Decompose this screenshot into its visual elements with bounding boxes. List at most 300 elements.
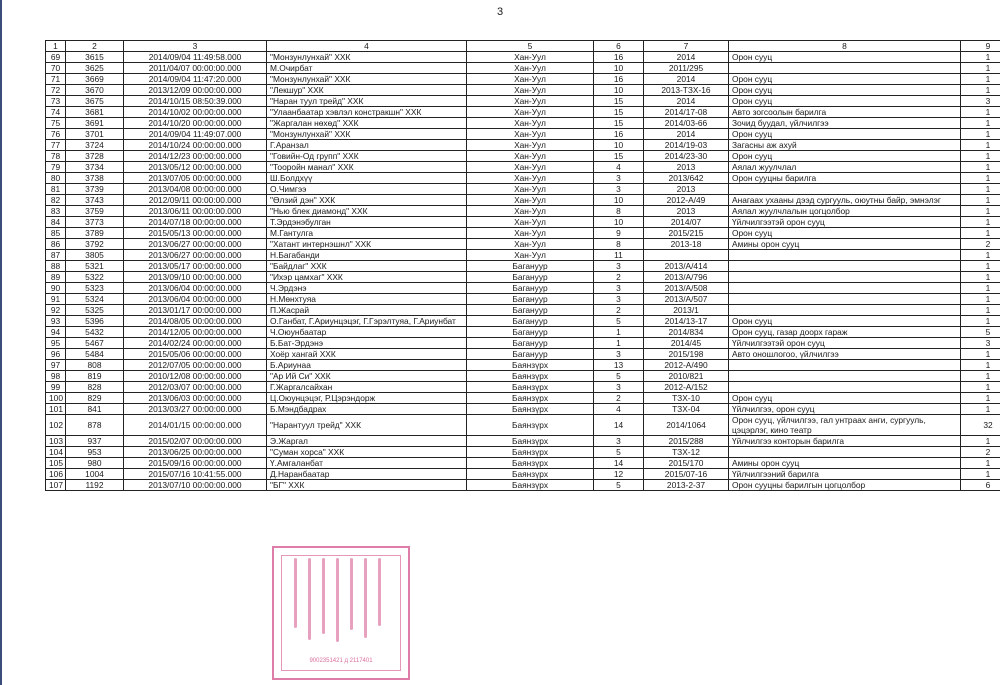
cell-permit-number: 2015/288 xyxy=(644,436,729,447)
cell-row-number: 83 xyxy=(46,206,66,217)
cell-quantity: 1 xyxy=(961,184,1000,195)
table-row xyxy=(46,327,1000,338)
cell-owner: "Ихэр цамхаг" ХХК xyxy=(267,272,467,283)
cell-purpose: Орон сууцны барилгын цогцолбор xyxy=(729,480,961,491)
cell-permit-number: 2012-А/49 xyxy=(644,195,729,206)
cell-quantity: 1 xyxy=(961,195,1000,206)
table-row xyxy=(46,52,1000,63)
cell-permit-number: ТЗХ-04 xyxy=(644,404,729,415)
table-row xyxy=(46,360,1000,371)
stamp-id-text: 9002351421 д 2117401 xyxy=(309,658,373,664)
cell-owner: "Нью блек диамонд" ХХК xyxy=(267,206,467,217)
cell-purpose: Үйлчилгээний барилга xyxy=(729,469,961,480)
cell-permit-number: ТЗХ-10 xyxy=(644,393,729,404)
cell-row-number: 93 xyxy=(46,316,66,327)
cell-date: 2012/09/11 00:00:00.000 xyxy=(124,195,267,206)
cell-row-number: 92 xyxy=(46,305,66,316)
cell-row-number: 96 xyxy=(46,349,66,360)
cell-purpose xyxy=(729,63,961,74)
table-row xyxy=(46,272,1000,283)
cell-row-number: 86 xyxy=(46,239,66,250)
cell-date: 2014/07/18 00:00:00.000 xyxy=(124,217,267,228)
cell-owner: Ү.Амгаланбат xyxy=(267,458,467,469)
cell-registration-id: 3724 xyxy=(66,140,124,151)
cell-registration-id: 5467 xyxy=(66,338,124,349)
column-header-1: 1 xyxy=(46,41,66,52)
cell-owner: "Монзунлунхай" ХХК xyxy=(267,129,467,140)
cell-date: 2012/03/07 00:00:00.000 xyxy=(124,382,267,393)
cell-quantity: 1 xyxy=(961,349,1000,360)
cell-quantity: 1 xyxy=(961,272,1000,283)
cell-date: 2012/07/05 00:00:00.000 xyxy=(124,360,267,371)
cell-registration-id: 980 xyxy=(66,458,124,469)
cell-purpose xyxy=(729,371,961,382)
cell-owner: О.Чимгээ xyxy=(267,184,467,195)
cell-count: 16 xyxy=(594,52,644,63)
cell-row-number: 74 xyxy=(46,107,66,118)
cell-registration-id: 5325 xyxy=(66,305,124,316)
cell-owner: Б.Ариунаа xyxy=(267,360,467,371)
cell-district: Хан-Уул xyxy=(467,96,594,107)
cell-district: Хан-Уул xyxy=(467,74,594,85)
cell-row-number: 87 xyxy=(46,250,66,261)
cell-owner: "Монзунлунхай" ХХК xyxy=(267,74,467,85)
cell-row-number: 84 xyxy=(46,217,66,228)
cell-permit-number: 2014/45 xyxy=(644,338,729,349)
cell-purpose xyxy=(729,184,961,195)
cell-count: 3 xyxy=(594,261,644,272)
cell-row-number: 73 xyxy=(46,96,66,107)
cell-row-number: 95 xyxy=(46,338,66,349)
cell-registration-id: 3728 xyxy=(66,151,124,162)
cell-purpose: Үйлчилгээ, орон сууц xyxy=(729,404,961,415)
cell-registration-id: 819 xyxy=(66,371,124,382)
cell-registration-id: 5484 xyxy=(66,349,124,360)
cell-registration-id: 1192 xyxy=(66,480,124,491)
cell-quantity: 5 xyxy=(961,327,1000,338)
cell-owner: Н.Багабанди xyxy=(267,250,467,261)
cell-quantity: 2 xyxy=(961,447,1000,458)
cell-district: Баянзүрх xyxy=(467,382,594,393)
cell-owner: "Суман хорса" ХХК xyxy=(267,447,467,458)
cell-count: 8 xyxy=(594,206,644,217)
cell-district: Хан-Уул xyxy=(467,129,594,140)
cell-count: 3 xyxy=(594,349,644,360)
cell-count: 8 xyxy=(594,239,644,250)
cell-district: Баянзүрх xyxy=(467,458,594,469)
cell-count: 14 xyxy=(594,458,644,469)
cell-date: 2013/04/08 00:00:00.000 xyxy=(124,184,267,195)
column-header-9: 9 xyxy=(961,41,1000,52)
cell-count: 13 xyxy=(594,360,644,371)
cell-district: Баянзүрх xyxy=(467,469,594,480)
cell-purpose: Орон сууц xyxy=(729,129,961,140)
cell-quantity: 1 xyxy=(961,393,1000,404)
cell-count: 5 xyxy=(594,480,644,491)
cell-owner: О.Ганбат, Г.Ариунцэцэг, Г.Гэрэлтуяа, Г.Ариунбат xyxy=(267,316,467,327)
cell-permit-number: 2010/821 xyxy=(644,371,729,382)
cell-count: 16 xyxy=(594,129,644,140)
cell-count: 10 xyxy=(594,217,644,228)
cell-purpose: Аялал жуулчлал xyxy=(729,162,961,173)
cell-date: 2015/05/06 00:00:00.000 xyxy=(124,349,267,360)
cell-district: Хан-Уул xyxy=(467,162,594,173)
table-row xyxy=(46,206,1000,217)
cell-date: 2013/06/27 00:00:00.000 xyxy=(124,239,267,250)
table-row xyxy=(46,63,1000,74)
cell-registration-id: 5324 xyxy=(66,294,124,305)
cell-registration-id: 3701 xyxy=(66,129,124,140)
cell-owner: "Байдлаг" ХХК xyxy=(267,261,467,272)
cell-row-number: 77 xyxy=(46,140,66,151)
cell-purpose xyxy=(729,305,961,316)
cell-registration-id: 3734 xyxy=(66,162,124,173)
cell-row-number: 89 xyxy=(46,272,66,283)
cell-permit-number: 2013/А/796 xyxy=(644,272,729,283)
cell-quantity: 1 xyxy=(961,162,1000,173)
cell-quantity: 1 xyxy=(961,261,1000,272)
cell-district: Багануур xyxy=(467,338,594,349)
cell-district: Хан-Уул xyxy=(467,63,594,74)
table-row xyxy=(46,338,1000,349)
table-row xyxy=(46,480,1000,491)
cell-count: 10 xyxy=(594,140,644,151)
table-body xyxy=(46,52,1000,491)
cell-row-number: 99 xyxy=(46,382,66,393)
cell-purpose: Авто оношлогоо, үйлчилгээ xyxy=(729,349,961,360)
cell-date: 2013/05/17 00:00:00.000 xyxy=(124,261,267,272)
cell-date: 2014/09/04 11:47:20.000 xyxy=(124,74,267,85)
cell-count: 3 xyxy=(594,294,644,305)
cell-purpose: Үйлчилгээ конторын барилга xyxy=(729,436,961,447)
cell-permit-number: 2014/13-17 xyxy=(644,316,729,327)
cell-district: Хан-Уул xyxy=(467,151,594,162)
cell-count: 10 xyxy=(594,63,644,74)
table-row xyxy=(46,436,1000,447)
cell-district: Баянзүрх xyxy=(467,436,594,447)
cell-row-number: 80 xyxy=(46,173,66,184)
table-row xyxy=(46,217,1000,228)
cell-quantity: 1 xyxy=(961,305,1000,316)
cell-district: Хан-Уул xyxy=(467,195,594,206)
cell-owner: Г.Аранзал xyxy=(267,140,467,151)
cell-district: Багануур xyxy=(467,305,594,316)
cell-owner: "Говийн-Од групп" ХХК xyxy=(267,151,467,162)
cell-registration-id: 3670 xyxy=(66,85,124,96)
cell-quantity: 1 xyxy=(961,129,1000,140)
cell-district: Багануур xyxy=(467,283,594,294)
cell-district: Баянзүрх xyxy=(467,360,594,371)
cell-quantity: 1 xyxy=(961,151,1000,162)
cell-row-number: 71 xyxy=(46,74,66,85)
cell-purpose xyxy=(729,360,961,371)
cell-district: Баянзүрх xyxy=(467,371,594,382)
cell-count: 9 xyxy=(594,228,644,239)
cell-quantity: 2 xyxy=(961,239,1000,250)
cell-quantity: 1 xyxy=(961,173,1000,184)
cell-registration-id: 808 xyxy=(66,360,124,371)
cell-date: 2013/01/17 00:00:00.000 xyxy=(124,305,267,316)
cell-owner: П.Жасрай xyxy=(267,305,467,316)
cell-purpose: Орон сууц xyxy=(729,52,961,63)
cell-purpose: Орон сууц xyxy=(729,85,961,96)
cell-purpose: Амины орон сууц xyxy=(729,458,961,469)
cell-registration-id: 3759 xyxy=(66,206,124,217)
cell-district: Баянзүрх xyxy=(467,415,594,436)
cell-purpose: Амины орон сууц xyxy=(729,239,961,250)
cell-quantity: 1 xyxy=(961,360,1000,371)
cell-date: 2014/08/05 00:00:00.000 xyxy=(124,316,267,327)
cell-owner: "Монзунлунхай" ХХК xyxy=(267,52,467,63)
cell-date: 2014/12/05 00:00:00.000 xyxy=(124,327,267,338)
cell-quantity: 1 xyxy=(961,404,1000,415)
table-row xyxy=(46,469,1000,480)
cell-permit-number: 2014/17-08 xyxy=(644,107,729,118)
cell-purpose: Орон сууц xyxy=(729,74,961,85)
cell-purpose: Орон сууц xyxy=(729,316,961,327)
cell-permit-number: 2014 xyxy=(644,52,729,63)
cell-row-number: 69 xyxy=(46,52,66,63)
cell-district: Хан-Уул xyxy=(467,217,594,228)
table-row xyxy=(46,195,1000,206)
cell-row-number: 106 xyxy=(46,469,66,480)
table-row xyxy=(46,305,1000,316)
cell-registration-id: 5322 xyxy=(66,272,124,283)
table-row xyxy=(46,371,1000,382)
cell-quantity: 1 xyxy=(961,118,1000,129)
cell-district: Хан-Уул xyxy=(467,184,594,195)
cell-registration-id: 3681 xyxy=(66,107,124,118)
cell-quantity: 6 xyxy=(961,480,1000,491)
cell-district: Хан-Уул xyxy=(467,250,594,261)
cell-date: 2013/06/04 00:00:00.000 xyxy=(124,283,267,294)
cell-count: 3 xyxy=(594,173,644,184)
cell-date: 2013/06/27 00:00:00.000 xyxy=(124,250,267,261)
cell-registration-id: 3615 xyxy=(66,52,124,63)
cell-row-number: 88 xyxy=(46,261,66,272)
table-row xyxy=(46,316,1000,327)
cell-owner: Ш.Болдхүү xyxy=(267,173,467,184)
cell-registration-id: 3743 xyxy=(66,195,124,206)
cell-count: 5 xyxy=(594,371,644,382)
cell-quantity: 1 xyxy=(961,469,1000,480)
column-header-8: 8 xyxy=(729,41,961,52)
cell-count: 15 xyxy=(594,151,644,162)
cell-count: 15 xyxy=(594,96,644,107)
cell-date: 2014/09/04 11:49:07.000 xyxy=(124,129,267,140)
table-row xyxy=(46,85,1000,96)
cell-date: 2013/05/12 00:00:00.000 xyxy=(124,162,267,173)
column-header-2: 2 xyxy=(66,41,124,52)
cell-owner: Хоёр хангай ХХК xyxy=(267,349,467,360)
cell-permit-number: 2013 xyxy=(644,206,729,217)
cell-permit-number: 2013 xyxy=(644,184,729,195)
cell-permit-number: 2013/642 xyxy=(644,173,729,184)
table-row xyxy=(46,118,1000,129)
cell-owner: "Ар Ий Си" ХХК xyxy=(267,371,467,382)
cell-count: 12 xyxy=(594,469,644,480)
cell-registration-id: 5432 xyxy=(66,327,124,338)
cell-purpose: Анагаах ухааны дээд сургууль, оюутны байр, эмнэлэг xyxy=(729,195,961,206)
cell-date: 2013/06/11 00:00:00.000 xyxy=(124,206,267,217)
cell-permit-number: 2015/170 xyxy=(644,458,729,469)
cell-district: Хан-Уул xyxy=(467,52,594,63)
header-row xyxy=(46,41,1000,52)
cell-district: Багануур xyxy=(467,294,594,305)
cell-permit-number: 2013 xyxy=(644,162,729,173)
cell-permit-number: 2011/295 xyxy=(644,63,729,74)
cell-district: Хан-Уул xyxy=(467,85,594,96)
cell-count: 10 xyxy=(594,195,644,206)
cell-owner: Т.Эрдэнэбулган xyxy=(267,217,467,228)
cell-date: 2013/12/09 00:00:00.000 xyxy=(124,85,267,96)
cell-count: 2 xyxy=(594,393,644,404)
cell-row-number: 82 xyxy=(46,195,66,206)
cell-count: 4 xyxy=(594,404,644,415)
cell-purpose: Үйлчилгээтэй орон сууц xyxy=(729,217,961,228)
cell-date: 2013/03/27 00:00:00.000 xyxy=(124,404,267,415)
table-row xyxy=(46,393,1000,404)
cell-row-number: 94 xyxy=(46,327,66,338)
cell-row-number: 79 xyxy=(46,162,66,173)
table-row xyxy=(46,458,1000,469)
cell-permit-number: 2013/1 xyxy=(644,305,729,316)
cell-registration-id: 3792 xyxy=(66,239,124,250)
table-row xyxy=(46,239,1000,250)
cell-quantity: 1 xyxy=(961,436,1000,447)
cell-quantity: 1 xyxy=(961,316,1000,327)
cell-registration-id: 829 xyxy=(66,393,124,404)
cell-permit-number: 2014/834 xyxy=(644,327,729,338)
cell-quantity: 1 xyxy=(961,52,1000,63)
cell-registration-id: 937 xyxy=(66,436,124,447)
cell-date: 2014/09/04 11:49:58.000 xyxy=(124,52,267,63)
cell-district: Хан-Уул xyxy=(467,173,594,184)
table-row xyxy=(46,151,1000,162)
cell-date: 2015/05/13 00:00:00.000 xyxy=(124,228,267,239)
table-row xyxy=(46,228,1000,239)
cell-purpose: Орон сууц xyxy=(729,228,961,239)
cell-row-number: 102 xyxy=(46,415,66,436)
table-row xyxy=(46,107,1000,118)
cell-date: 2013/07/05 00:00:00.000 xyxy=(124,173,267,184)
cell-count: 2 xyxy=(594,305,644,316)
cell-district: Хан-Уул xyxy=(467,118,594,129)
cell-count: 2 xyxy=(594,272,644,283)
cell-purpose: Үйлчилгээтэй орон сууц xyxy=(729,338,961,349)
cell-permit-number: 2015/07-16 xyxy=(644,469,729,480)
cell-row-number: 81 xyxy=(46,184,66,195)
cell-registration-id: 3675 xyxy=(66,96,124,107)
cell-count: 3 xyxy=(594,436,644,447)
cell-row-number: 97 xyxy=(46,360,66,371)
cell-purpose: Зочид буудал, үйлчилгээ xyxy=(729,118,961,129)
cell-district: Багануур xyxy=(467,316,594,327)
cell-registration-id: 3691 xyxy=(66,118,124,129)
cell-district: Баянзүрх xyxy=(467,404,594,415)
cell-quantity: 32 xyxy=(961,415,1000,436)
cell-owner: Э.Жаргал xyxy=(267,436,467,447)
table-row xyxy=(46,129,1000,140)
cell-district: Хан-Уул xyxy=(467,239,594,250)
cell-owner: Г.Жаргалсайхан xyxy=(267,382,467,393)
cell-date: 2014/10/20 00:00:00.000 xyxy=(124,118,267,129)
cell-registration-id: 3773 xyxy=(66,217,124,228)
cell-registration-id: 5321 xyxy=(66,261,124,272)
cell-quantity: 1 xyxy=(961,63,1000,74)
cell-owner: "Нарантуул трейд" ХХК xyxy=(267,415,467,436)
table-row xyxy=(46,96,1000,107)
cell-registration-id: 3805 xyxy=(66,250,124,261)
cell-count: 10 xyxy=(594,85,644,96)
table-row xyxy=(46,162,1000,173)
cell-purpose: Орон сууцны барилга xyxy=(729,173,961,184)
cell-registration-id: 3669 xyxy=(66,74,124,85)
cell-district: Баянзүрх xyxy=(467,393,594,404)
cell-date: 2011/04/07 00:00:00.000 xyxy=(124,63,267,74)
cell-owner: "Наран туул трейд" ХХК xyxy=(267,96,467,107)
table-row xyxy=(46,250,1000,261)
cell-quantity: 1 xyxy=(961,458,1000,469)
cell-date: 2013/09/10 00:00:00.000 xyxy=(124,272,267,283)
cell-permit-number: 2014 xyxy=(644,129,729,140)
cell-owner: "Улаанбаатар хэвлэл констракшн" ХХК xyxy=(267,107,467,118)
cell-registration-id: 3625 xyxy=(66,63,124,74)
cell-permit-number: 2014/1064 xyxy=(644,415,729,436)
cell-date: 2015/02/07 00:00:00.000 xyxy=(124,436,267,447)
cell-quantity: 1 xyxy=(961,85,1000,96)
table-row xyxy=(46,184,1000,195)
cell-permit-number: 2013-ТЗХ-16 xyxy=(644,85,729,96)
cell-purpose xyxy=(729,447,961,458)
cell-quantity: 3 xyxy=(961,96,1000,107)
cell-district: Баянзүрх xyxy=(467,447,594,458)
cell-purpose xyxy=(729,261,961,272)
cell-date: 2014/12/23 00:00:00.000 xyxy=(124,151,267,162)
cell-registration-id: 828 xyxy=(66,382,124,393)
cell-count: 5 xyxy=(594,316,644,327)
column-header-3: 3 xyxy=(124,41,267,52)
cell-permit-number: 2014/19-03 xyxy=(644,140,729,151)
cell-owner: Б.Бат-Эрдэнэ xyxy=(267,338,467,349)
cell-row-number: 107 xyxy=(46,480,66,491)
cell-date: 2014/02/24 00:00:00.000 xyxy=(124,338,267,349)
data-table xyxy=(45,40,1000,491)
cell-count: 4 xyxy=(594,162,644,173)
cell-registration-id: 878 xyxy=(66,415,124,436)
cell-date: 2014/10/15 08:50:39.000 xyxy=(124,96,267,107)
cell-owner: "Хатант интернэшнл" ХХК xyxy=(267,239,467,250)
cell-owner: Ц.Оюунцэцэг, Р.Цэрэндорж xyxy=(267,393,467,404)
cell-purpose: Орон сууц xyxy=(729,151,961,162)
cell-date: 2010/12/08 00:00:00.000 xyxy=(124,371,267,382)
cell-count: 5 xyxy=(594,447,644,458)
cell-purpose: Аялал жуулчлалын цогцолбор xyxy=(729,206,961,217)
cell-purpose xyxy=(729,294,961,305)
cell-quantity: 1 xyxy=(961,228,1000,239)
cell-quantity: 1 xyxy=(961,206,1000,217)
cell-registration-id: 3738 xyxy=(66,173,124,184)
cell-district: Багануур xyxy=(467,349,594,360)
cell-quantity: 1 xyxy=(961,250,1000,261)
cell-owner: М.Очирбат xyxy=(267,63,467,74)
cell-row-number: 101 xyxy=(46,404,66,415)
cell-count: 16 xyxy=(594,74,644,85)
cell-purpose xyxy=(729,250,961,261)
cell-quantity: 1 xyxy=(961,371,1000,382)
cell-purpose: Орон сууц xyxy=(729,393,961,404)
cell-count: 14 xyxy=(594,415,644,436)
